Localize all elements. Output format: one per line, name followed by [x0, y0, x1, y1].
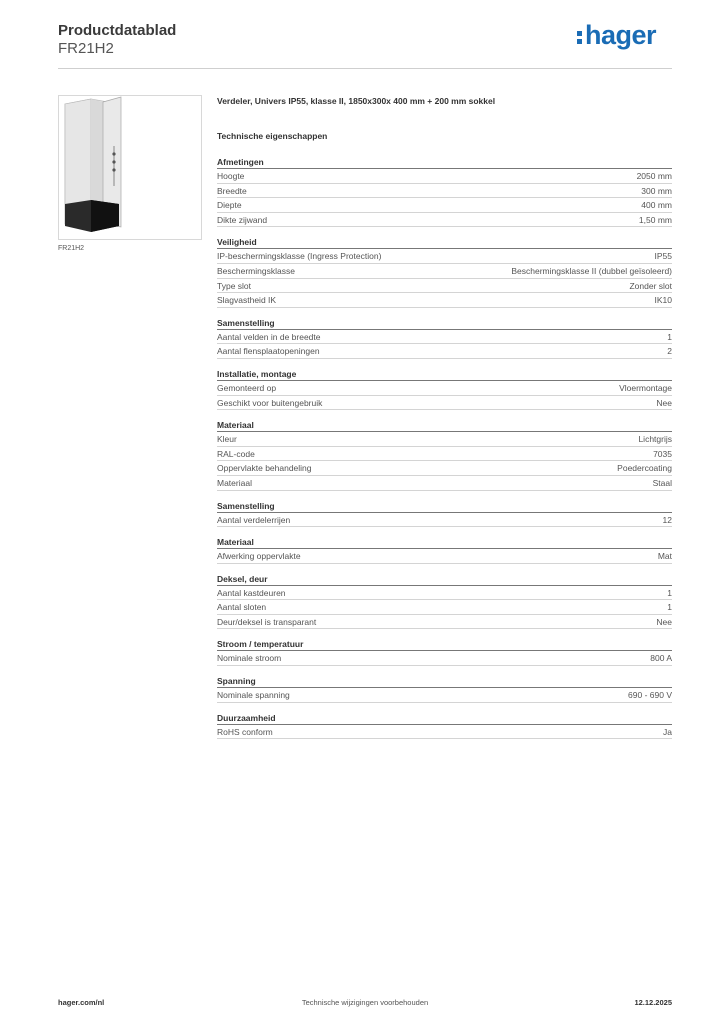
spec-label: Aantal sloten	[217, 602, 267, 613]
spec-section	[217, 418, 672, 490]
spec-label: Slagvastheid IK	[217, 295, 277, 306]
spec-section	[217, 535, 672, 564]
spec-row	[217, 198, 672, 213]
spec-section	[217, 711, 672, 740]
image-caption: FR21H2	[58, 245, 85, 252]
spec-value: IP55	[654, 251, 672, 262]
spec-label: Geschikt voor buitengebruik	[217, 397, 323, 408]
spec-value: Ja	[663, 726, 672, 737]
spec-label: RoHS conform	[217, 726, 273, 737]
section-title: Afmetingen	[217, 155, 672, 169]
spec-label: Aantal flensplaatopeningen	[217, 346, 320, 357]
spec-value: 1	[667, 587, 672, 598]
spec-value: Zonder slot	[629, 280, 672, 291]
spec-value: Mat	[657, 551, 672, 562]
spec-row	[217, 615, 672, 630]
spec-row	[217, 184, 672, 199]
spec-value: Nee	[656, 397, 672, 408]
spec-value: 690 - 690 V	[628, 690, 672, 701]
spec-label: Beschermingsklasse	[217, 265, 295, 276]
spec-row	[217, 432, 672, 447]
section-title: Samenstelling	[217, 499, 672, 513]
spec-value: Lichtgrijs	[638, 434, 672, 445]
spec-section	[217, 637, 672, 666]
section-title: Deksel, deur	[217, 572, 672, 586]
spec-row	[217, 586, 672, 601]
spec-row	[217, 600, 672, 615]
cabinet-icon	[59, 96, 201, 239]
spec-value: 12	[662, 514, 672, 525]
spec-row	[217, 725, 672, 740]
section-title: Materiaal	[217, 418, 672, 432]
spec-row	[217, 249, 672, 264]
spec-row	[217, 513, 672, 528]
product-description: Verdeler, Univers IP55, klasse II, 1850x300x 400 mm + 200 mm sokkel	[217, 96, 496, 106]
spec-row	[217, 293, 672, 308]
spec-label: RAL-code	[217, 448, 255, 459]
spec-label: Type slot	[217, 280, 252, 291]
spec-row	[217, 396, 672, 411]
logo-text: hager	[584, 20, 656, 50]
product-specs	[217, 95, 672, 747]
section-title: Duurzaamheid	[217, 711, 672, 725]
page-header	[58, 22, 672, 68]
spec-label: Nominale spanning	[217, 690, 290, 701]
spec-value: Nee	[656, 616, 672, 627]
spec-value: Staal	[652, 477, 672, 488]
section-title: Materiaal	[217, 535, 672, 549]
spec-value: 1,50 mm	[638, 214, 672, 225]
spec-value: 1	[667, 602, 672, 613]
spec-value: 1	[667, 331, 672, 342]
spec-row	[217, 344, 672, 359]
spec-label: Materiaal	[217, 477, 252, 488]
spec-label: Kleur	[217, 434, 237, 445]
spec-label: Gemonteerd op	[217, 382, 277, 393]
spec-label: Deur/deksel is transparant	[217, 616, 317, 627]
section-title: Samenstelling	[217, 316, 672, 330]
spec-label: Diepte	[217, 200, 242, 211]
spec-section	[217, 367, 672, 410]
spec-value: 2	[667, 346, 672, 357]
spec-row	[217, 688, 672, 703]
product-code: FR21H2	[58, 40, 114, 57]
spec-label: Nominale stroom	[217, 653, 282, 664]
spec-section	[217, 155, 672, 227]
spec-row	[217, 330, 672, 345]
product-image	[58, 95, 202, 240]
page-footer	[58, 998, 672, 1012]
spec-value: 2050 mm	[636, 171, 672, 181]
header-divider	[58, 68, 672, 69]
spec-row	[217, 461, 672, 476]
spec-row	[217, 381, 672, 396]
spec-section	[217, 316, 672, 359]
spec-label: IP-beschermingsklasse (Ingress Protection)	[217, 251, 382, 262]
spec-value: IK10	[654, 295, 672, 306]
footer-notice: Technische wijzigingen voorbehouden	[301, 998, 429, 1007]
section-title: Spanning	[217, 674, 672, 688]
spec-row	[217, 476, 672, 491]
spec-value: 300 mm	[641, 185, 672, 196]
section-title: Installatie, montage	[217, 367, 672, 381]
section-title: Veiligheid	[217, 235, 672, 249]
spec-label: Oppervlakte behandeling	[217, 463, 312, 474]
spec-value: Beschermingsklasse II (dubbel geïsoleerd)	[511, 265, 672, 276]
document-title: Productdatablad	[58, 22, 177, 39]
spec-label: Dikte zijwand	[217, 214, 268, 225]
spec-value: 400 mm	[641, 200, 672, 211]
spec-label: Afwerking oppervlakte	[217, 551, 301, 562]
spec-section	[217, 499, 672, 528]
spec-label: Aantal velden in de breedte	[217, 331, 321, 342]
spec-value: 800 A	[650, 653, 672, 664]
spec-row	[217, 169, 672, 184]
spec-value: Poedercoating	[617, 463, 672, 474]
spec-row	[217, 651, 672, 666]
spec-section	[217, 235, 672, 307]
footer-website: hager.com/nl	[58, 998, 105, 1007]
spec-row	[217, 213, 672, 228]
spec-label: Aantal verdelerrijen	[217, 514, 291, 525]
footer-date: 12.12.2025	[634, 998, 672, 1007]
spec-value: Vloermontage	[619, 382, 672, 393]
section-title: Stroom / temperatuur	[217, 637, 672, 651]
spec-row	[217, 549, 672, 564]
hager-logo	[577, 20, 656, 50]
spec-label: Breedte	[217, 185, 247, 196]
spec-row	[217, 447, 672, 462]
spec-section	[217, 572, 672, 630]
logo-dots-icon	[577, 31, 582, 44]
spec-label: Hoogte	[217, 171, 245, 181]
tech-heading: Technische eigenschappen	[217, 131, 328, 141]
spec-sections	[217, 155, 672, 739]
spec-label: Aantal kastdeuren	[217, 587, 286, 598]
spec-row	[217, 264, 672, 279]
spec-row	[217, 279, 672, 294]
spec-section	[217, 674, 672, 703]
spec-value: 7035	[653, 448, 672, 459]
